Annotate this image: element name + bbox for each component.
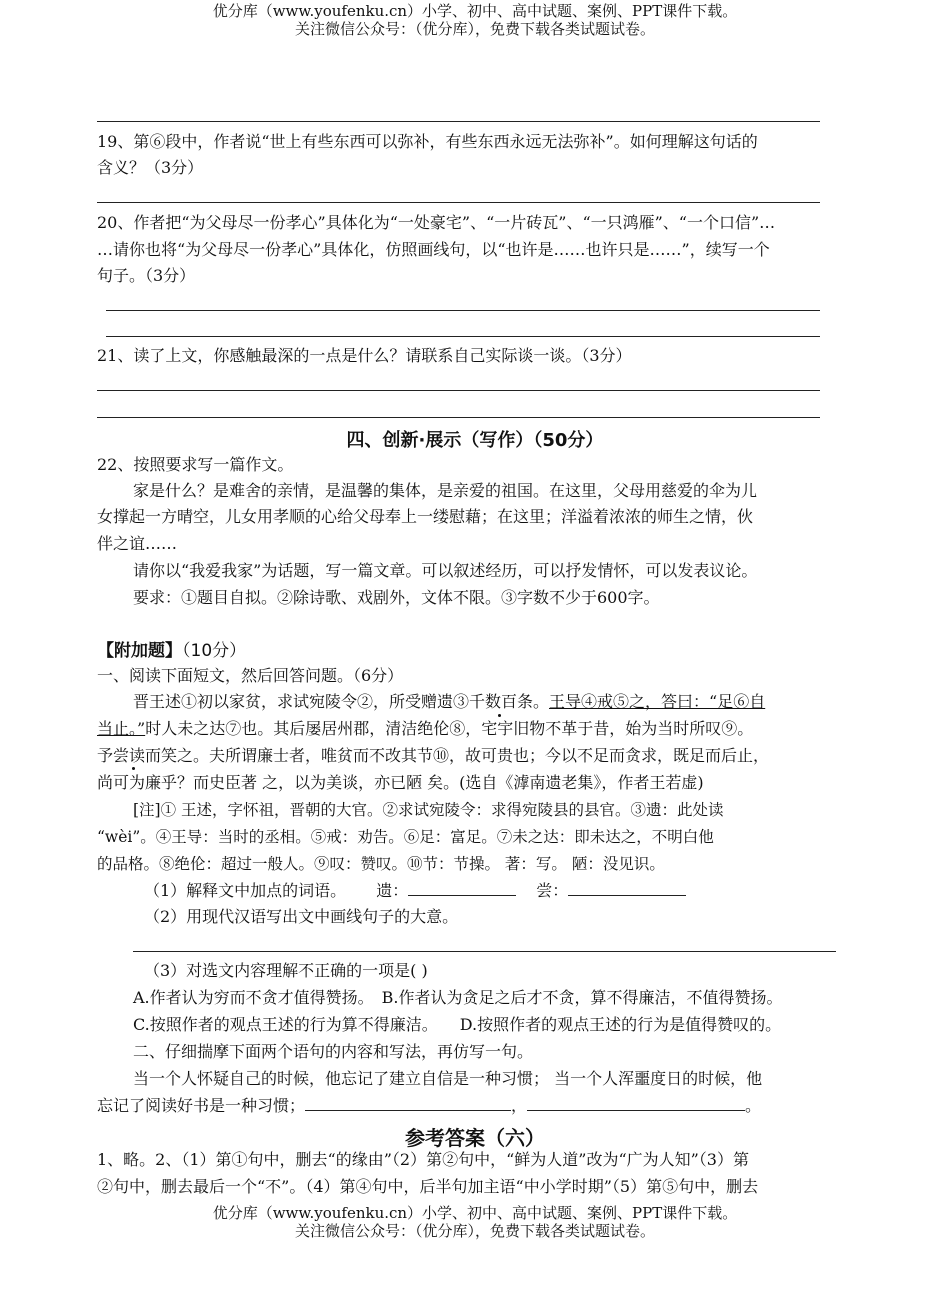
blank-yi[interactable] [408,881,516,896]
answer-line [133,951,836,952]
essay-prompt: 家是什么？是难舍的亲情，是温馨的集体，是亲爱的祖国。在这里，父母用慈爱的伞为儿 [133,481,758,500]
option-d: D.按照作者的观点王述的行为是值得赞叹的。 [459,1015,782,1034]
option-b: B.作者认为贪足之后才不贪，算不得廉洁，不值得赞扬。 [381,988,783,1007]
imitation-line [97,1096,761,1116]
q22-text: 22、按照要求写一篇作文。 [97,455,294,474]
answers-text-cont: ②句中，删去最后一个“不”。（4）第④句中，后半句加主语“中小学时期”（5）第⑤句中，删去 [97,1177,759,1196]
imitation-blank-1[interactable] [305,1096,511,1111]
q19-text-cont: 含义？（3分） [97,158,204,177]
answer-line [97,121,820,122]
blank-chang[interactable] [568,881,686,896]
annotation-cont: “wèi”。④王导：当时的丞相。⑤戒：劝告。⑥足：富足。⑦未之达：即未达之，不明白他 [97,828,714,846]
bonus-title-score: （10分） [182,641,247,661]
classical-text: 晋王述①初以家贫，求试宛陵令②，所受赠遗③千数百条。 [133,692,550,711]
classical-text-line1 [133,692,765,712]
answer-line [97,390,820,391]
option-row-2 [133,1015,781,1035]
answer-line [97,202,820,203]
page-header-line1: 优分库（www.youfenku.cn）小学、初中、高中试题、案例、PPT课件下载。 [212,2,738,20]
answer-line [106,310,820,311]
classical-text-line3: 予尝读而笑之。夫所谓廉士者，唯贫而不改其节⑩，故可贵也；今以不足而贪求，既足而后止， [97,746,770,765]
comma: ， [511,1096,528,1115]
page-footer-line2: 关注微信公众号：（优分库），免费下载各类试题试卷。 [294,1222,655,1240]
period: 。 [745,1096,762,1115]
q20-text: 20、作者把“为父母尽一份孝心”具体化为“一处豪宅”、“一片砖瓦”、“一只鸿雁”、“一个口信”… [97,213,776,232]
sub-question-3: （3）对选文内容理解不正确的一项是( ) [144,961,428,980]
section-title: 四、创新·展示（写作）（50分） [346,430,604,451]
emphasis-dot [498,714,501,717]
page-footer-line1: 优分库（www.youfenku.cn）小学、初中、高中试题、案例、PPT课件下载。 [212,1204,738,1222]
annotation-cont2: 的品格。⑧绝伦：超过一般人。⑨叹：赞叹。⑩节：节操。 著：写。 陋：没见识。 [97,855,665,873]
essay-topic: 请你以“我爱我家”为话题，写一篇文章。可以叙述经历，可以抒发情怀，可以发表议论。 [133,561,758,580]
essay-requirements: 要求：①题目自拟。②除诗歌、戏剧外，文体不限。③字数不少于600字。 [133,588,660,607]
option-c: C.按照作者的观点王述的行为算不得廉洁。 [133,1015,438,1034]
imitation-blank-2[interactable] [527,1096,745,1111]
bonus-part1: 一、阅读下面短文，然后回答问题。（6分） [97,666,404,685]
emphasis-dot [132,767,135,770]
underlined-sentence: 王导④戒⑤之，答曰：“足⑥自 [549,692,766,711]
bonus-title [97,641,246,661]
option-row-1 [133,988,783,1008]
answer-line [97,417,820,418]
underlined-sentence-end: 当止。” [97,719,146,738]
word-label-chang: 尝： [536,881,569,900]
bonus-title-label: 【附加题】 [97,641,182,661]
sub-question-1-text: （1）解释文中加点的词语。 [144,881,347,900]
answers-text: 1、略。2、（1）第①句中，删去“的缘由”（2）第②句中，“鲜为人道”改为“广为人知”（3）第 [97,1150,749,1169]
q20-text-cont: …请你也将“为父母尽一份孝心”具体化，仿照画线句，以“也许是……也许只是……”，续写一个 [97,240,770,259]
classical-text-line2 [97,719,753,739]
imitation-example-cont: 忘记了阅读好书是一种习惯； [97,1096,306,1115]
option-a: A.作者认为穷而不贪才值得赞扬。 [133,988,374,1007]
classical-text: 时人未之达⑦也。其后屡居州郡，清洁绝伦⑧，宅宇旧物不革于昔，始为当时所叹⑨。 [145,719,754,738]
essay-prompt-cont2: 伴之谊…… [97,534,178,553]
essay-prompt-cont: 女撑起一方晴空，儿女用孝顺的心给父母奉上一缕慰藉；在这里；洋溢着浓浓的师生之情，伙 [97,507,754,526]
q19-text: 19、第⑥段中，作者说“世上有些东西可以弥补，有些东西永远无法弥补”。如何理解这句话的 [97,132,758,151]
page-header-line2: 关注微信公众号：（优分库），免费下载各类试题试卷。 [294,20,655,38]
sub-question-2: （2）用现代汉语写出文中画线句子的大意。 [144,907,459,926]
classical-text-line4: 尚可为廉乎？而史臣著 之，以为美谈，亦已陋 矣。(选自《滹南遗老集》，作者王若虚) [97,773,704,792]
answer-line [106,336,820,337]
q21-text: 21、读了上文，你感触最深的一点是什么？请联系自己实际谈一谈。（3分） [97,346,632,365]
sub-question-1 [144,881,686,901]
bonus-part2: 二、仔细揣摩下面两个语句的内容和写法，再仿写一句。 [133,1042,534,1061]
answers-title: 参考答案（六） [405,1126,545,1150]
imitation-example: 当一个人怀疑自己的时候，他忘记了建立自信是一种习惯； 当一个人浑噩度日的时候，他 [133,1069,763,1088]
word-label-yi: 遗： [376,881,409,900]
q20-text-cont2: 句子。（3分） [97,266,196,285]
annotation: [注]① 王述，字怀祖，晋朝的大官。②求试宛陵令：求得宛陵县的县官。③遗：此处读 [133,801,724,819]
